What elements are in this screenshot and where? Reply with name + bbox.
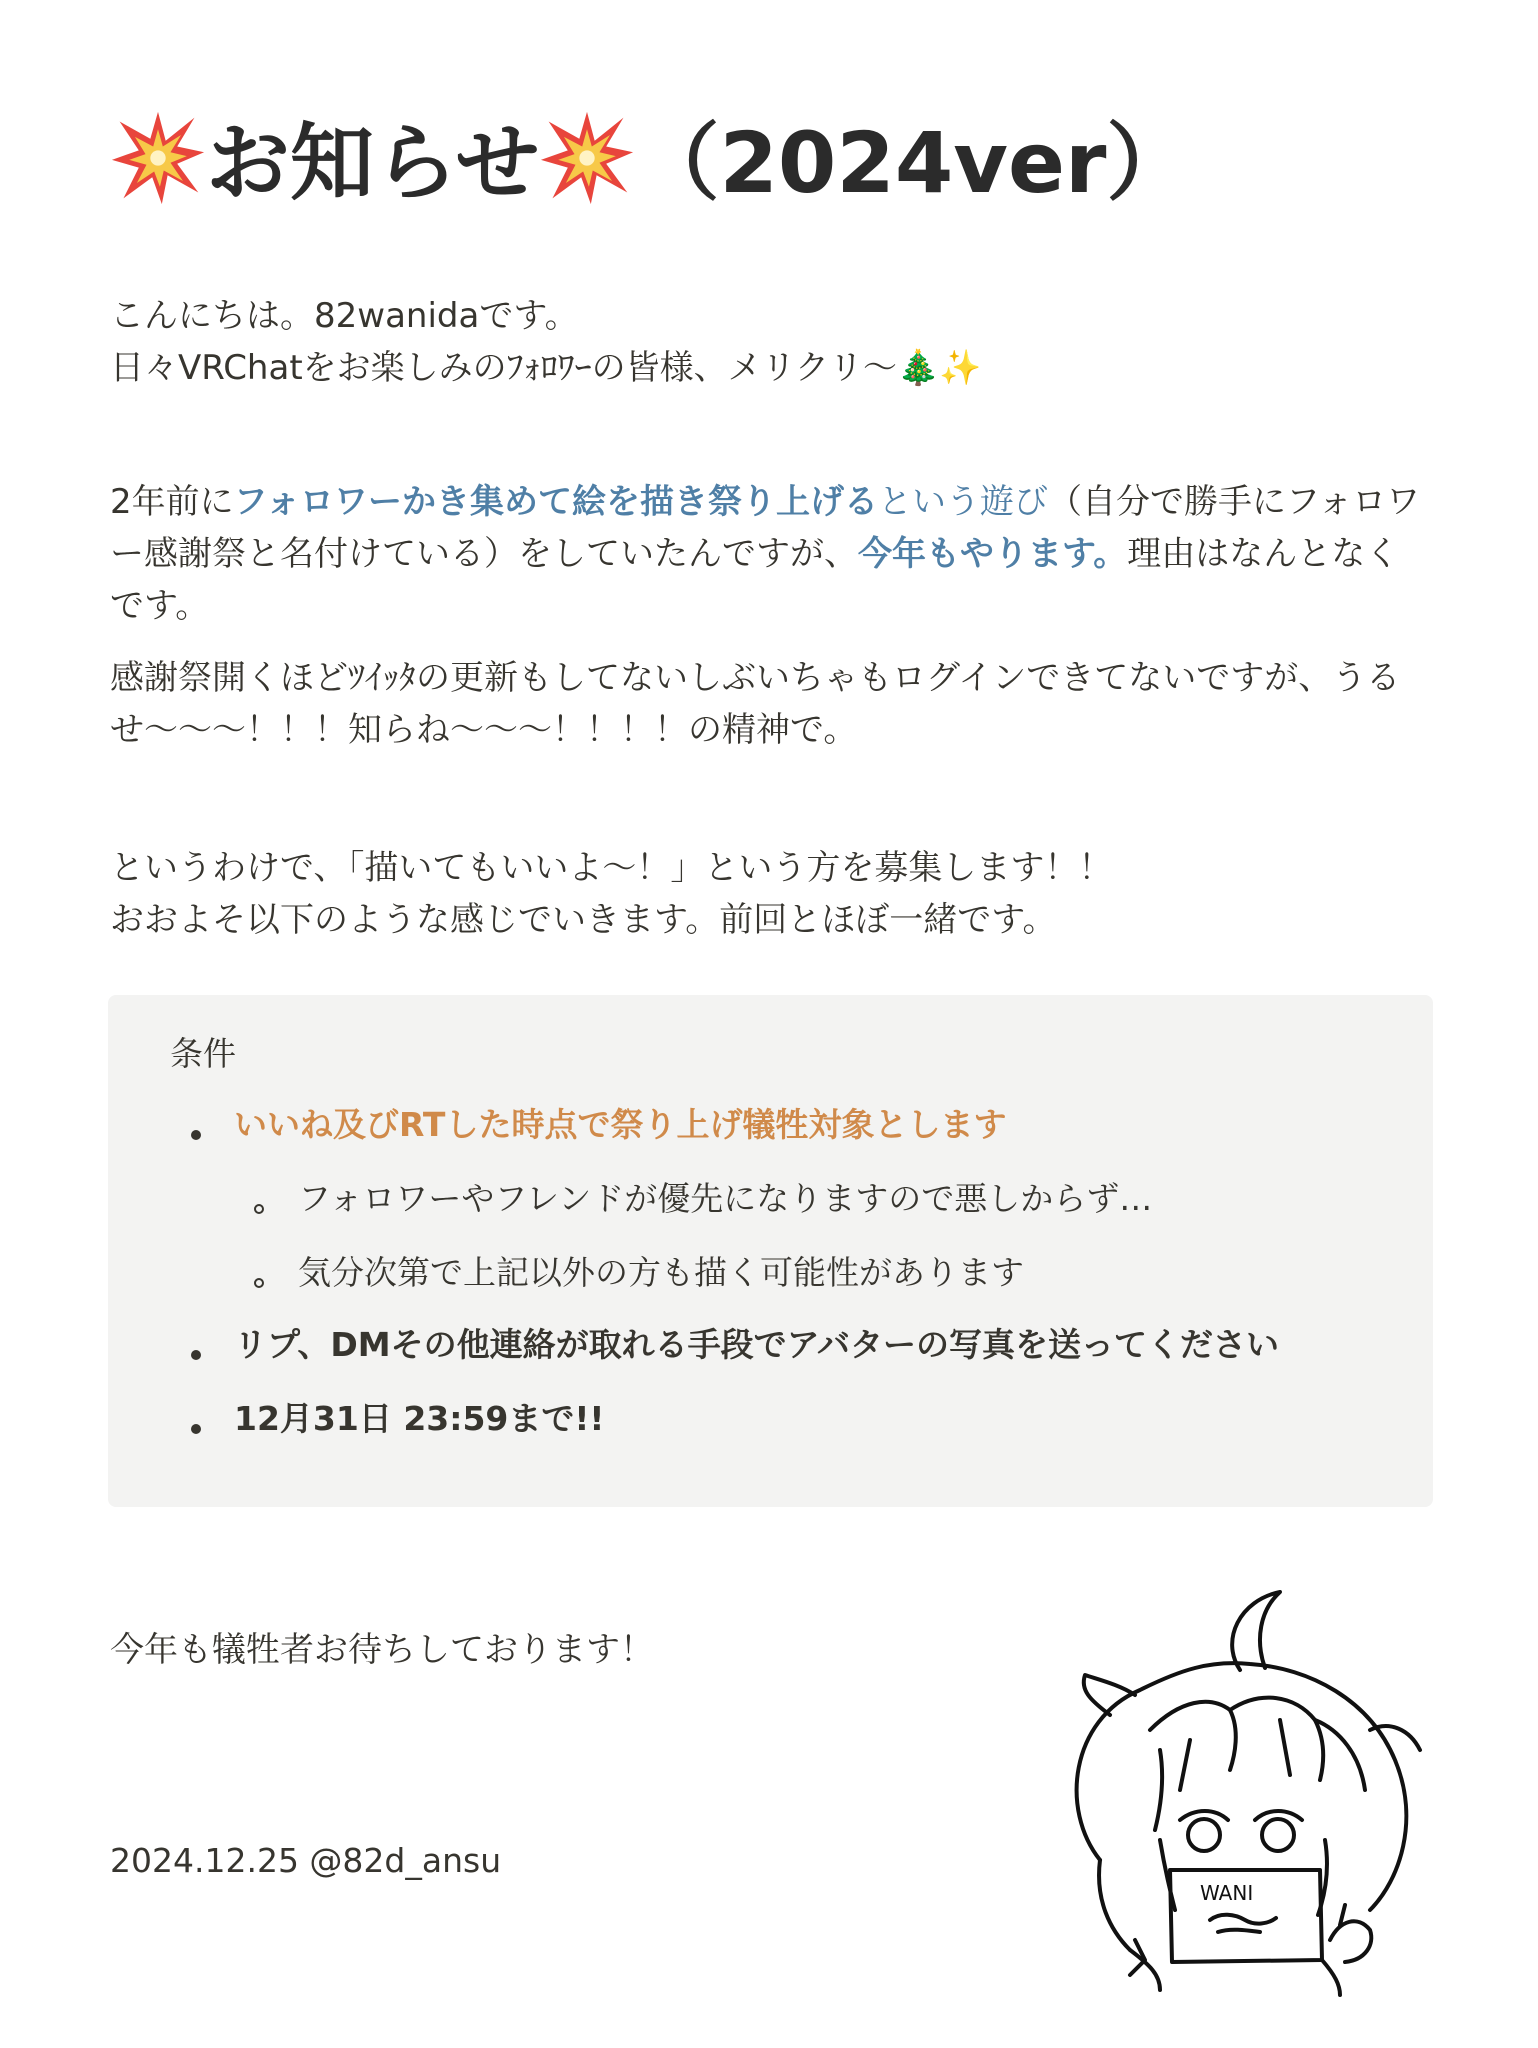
sub-bullet-circle (254, 1204, 264, 1214)
condition-item-3: 12月31日 23:59まで!! (234, 1399, 605, 1438)
body-paragraph-1 (110, 476, 1430, 632)
bullet-dot (191, 1350, 201, 1360)
closing-text: 今年も犠牲者お待ちしております！ (110, 1630, 654, 1670)
body1-middle: （自分で勝手にフォロワー感謝祭と名付けている）をしていたんですが、 (110, 482, 1421, 574)
intro-line-1: こんにちは。82wanidaです。 (110, 296, 579, 336)
past-event-link-suffix[interactable]: という遊び (877, 482, 1048, 522)
collision-icon (110, 110, 206, 206)
title-main: お知らせ (206, 114, 540, 212)
intro-paragraph (110, 290, 1430, 394)
past-event-link[interactable]: フォロワーかき集めて絵を描き祭り上げる (233, 482, 878, 522)
sub-bullet-circle (254, 1278, 264, 1288)
body3-line-2: おおよそ以下のような感じでいきます。前回とほぼ一緒です。 (110, 900, 1057, 940)
body-paragraph-3 (110, 842, 1430, 946)
bullet-dot (191, 1424, 201, 1434)
body-paragraph-2: 感謝祭開くほどﾂｲｯﾀの更新もしてないしぶいちゃもログインできてないですが、うるせ〜〜〜！！！知らね〜〜〜！！！！の精神で。 (110, 658, 1401, 750)
body3-line-1: というわけで、「描いてもいいよ〜！」という方を募集します！！ (110, 848, 1113, 888)
condition-item-2: リプ、DMその他連絡が取れる手段でアバターの写真を送ってください (234, 1325, 1279, 1364)
collision-icon (539, 110, 635, 206)
bullet-dot (191, 1130, 201, 1140)
this-year-highlight: 今年もやります。 (858, 534, 1128, 574)
conditions-callout (108, 995, 1433, 1507)
condition-item-1: いいね及びRTした時点で祭り上げ犠牲対象とします (234, 1105, 1007, 1144)
character-doodle-icon (1040, 1580, 1440, 2000)
body1-prefix: 2年前に (110, 482, 234, 522)
signature-date-handle: 2024.12.25 @82d_ansu (110, 1841, 502, 1880)
title-suffix: （2024ver） (635, 114, 1191, 212)
intro-line-2: 日々VRChatをお楽しみのﾌｫﾛﾜｰの皆様、メリクリ〜🎄✨ (110, 348, 982, 388)
svg-text:WANI: WANI (1200, 1881, 1254, 1905)
conditions-title: 条件 (170, 1034, 236, 1073)
page-title (110, 108, 1190, 218)
condition-sub-2: 気分次第で上記以外の方も描く可能性があります (298, 1253, 1024, 1292)
body1-suffix: 理由はなんとなくです。 (110, 534, 1400, 626)
condition-sub-1: フォロワーやフレンドが優先になりますので悪しからず… (298, 1179, 1153, 1218)
